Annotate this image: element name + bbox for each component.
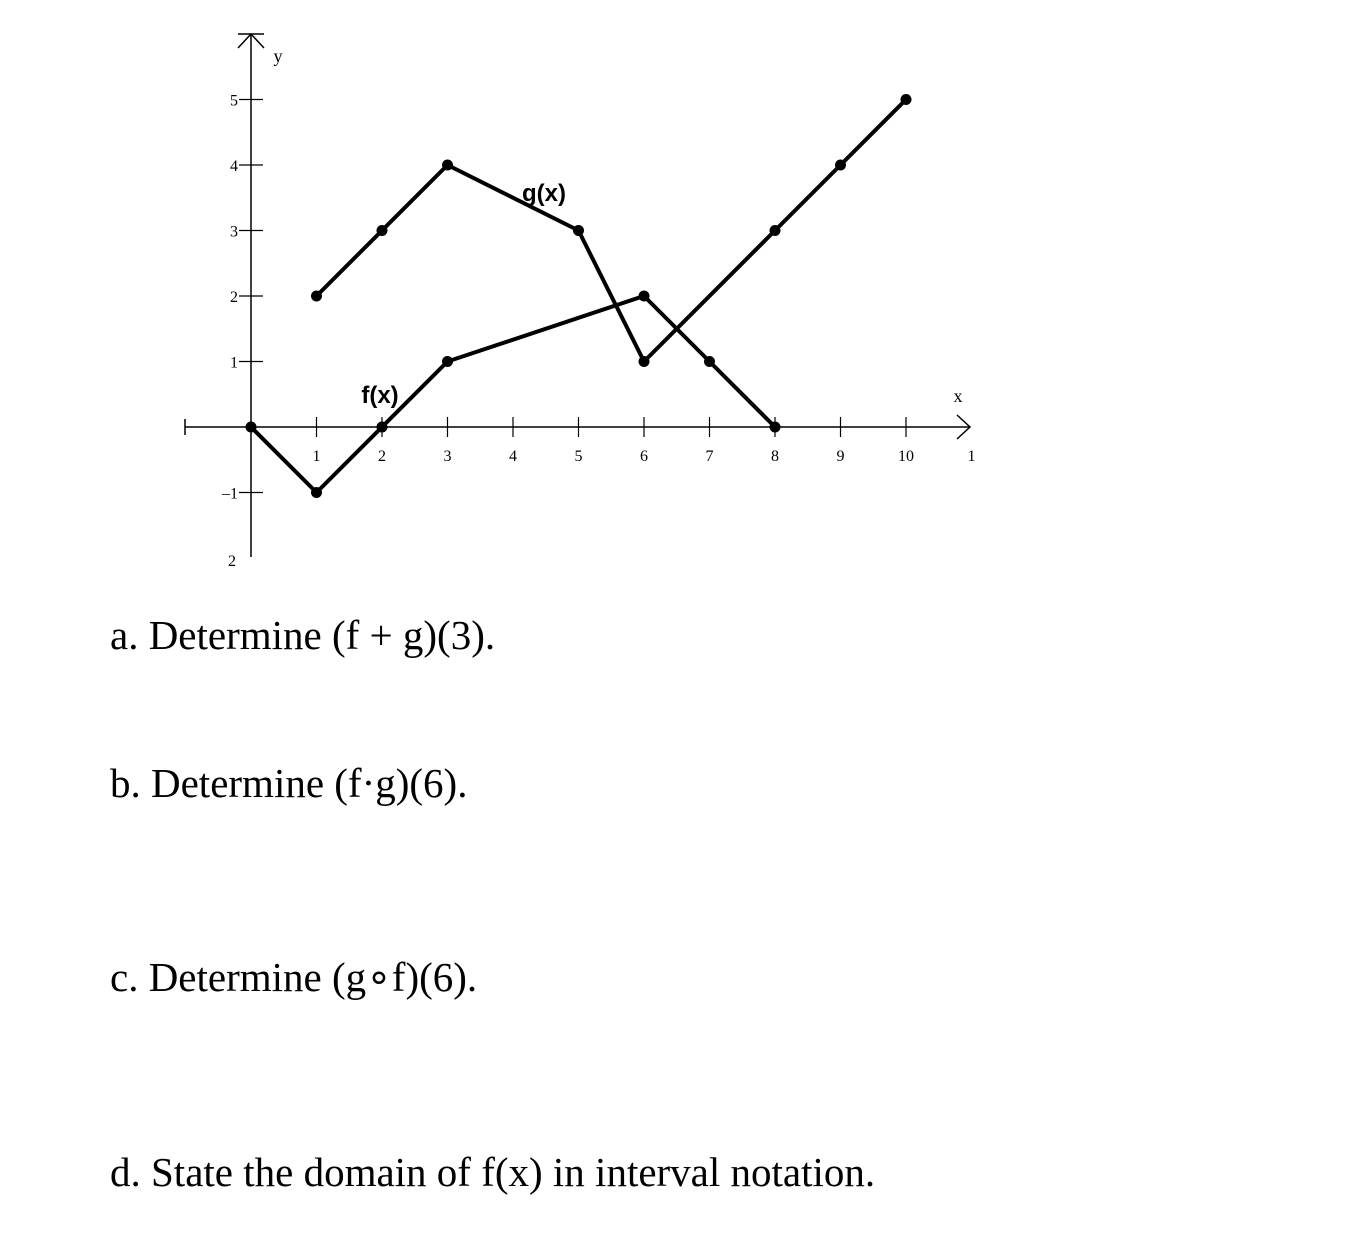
x-tick-label: 7: [705, 448, 714, 465]
y-tick-label: 2: [228, 553, 236, 570]
y-tick-label: 4: [230, 158, 238, 175]
x-tick-label: 3: [443, 448, 452, 465]
x-tick-label: 6: [640, 448, 648, 465]
series-line-g: [317, 100, 907, 362]
data-point: [835, 160, 846, 171]
function-graph: [0, 0, 1366, 570]
x-tick-label: 2: [378, 448, 386, 465]
question-c: c. Determine (g∘f)(6).: [110, 954, 478, 1000]
data-point: [573, 225, 584, 236]
series-label-f: f(x): [361, 382, 399, 409]
data-point: [311, 487, 322, 498]
data-point: [639, 291, 650, 302]
x-tick-label: 1: [312, 448, 321, 465]
data-point: [442, 160, 453, 171]
data-point: [901, 94, 912, 105]
y-tick-label: –1: [222, 485, 238, 503]
x-axis-label: x: [953, 386, 963, 406]
data-point: [442, 356, 453, 367]
question-d: d. State the domain of f(x) in interval notation.: [110, 1149, 876, 1195]
x-tick-label: 4: [509, 448, 517, 465]
data-point: [639, 356, 650, 367]
x-tick-label: 10: [898, 448, 914, 465]
x-tick-label: 1: [967, 448, 976, 465]
y-tick-label: 3: [230, 223, 238, 241]
data-point: [770, 422, 781, 433]
x-tick-label: 9: [836, 448, 845, 465]
y-axis-label: y: [273, 46, 283, 66]
data-point: [377, 225, 388, 236]
question-b: b. Determine (f·g)(6).: [110, 760, 468, 806]
question-a: a. Determine (f + g)(3).: [110, 612, 496, 658]
y-tick-label: 1: [230, 354, 238, 372]
ticks: [221, 93, 976, 571]
y-tick-label: 2: [230, 289, 238, 306]
x-tick-label: 5: [574, 448, 583, 465]
data-point: [377, 422, 388, 433]
labels: [274, 46, 963, 409]
y-tick-label: 5: [230, 92, 238, 110]
data-point: [246, 422, 257, 433]
data-point: [311, 291, 322, 302]
series-label-g: g(x): [522, 180, 566, 207]
x-tick-label: 8: [771, 448, 779, 465]
series-lines: [246, 94, 912, 498]
data-point: [770, 225, 781, 236]
data-point: [704, 356, 715, 367]
